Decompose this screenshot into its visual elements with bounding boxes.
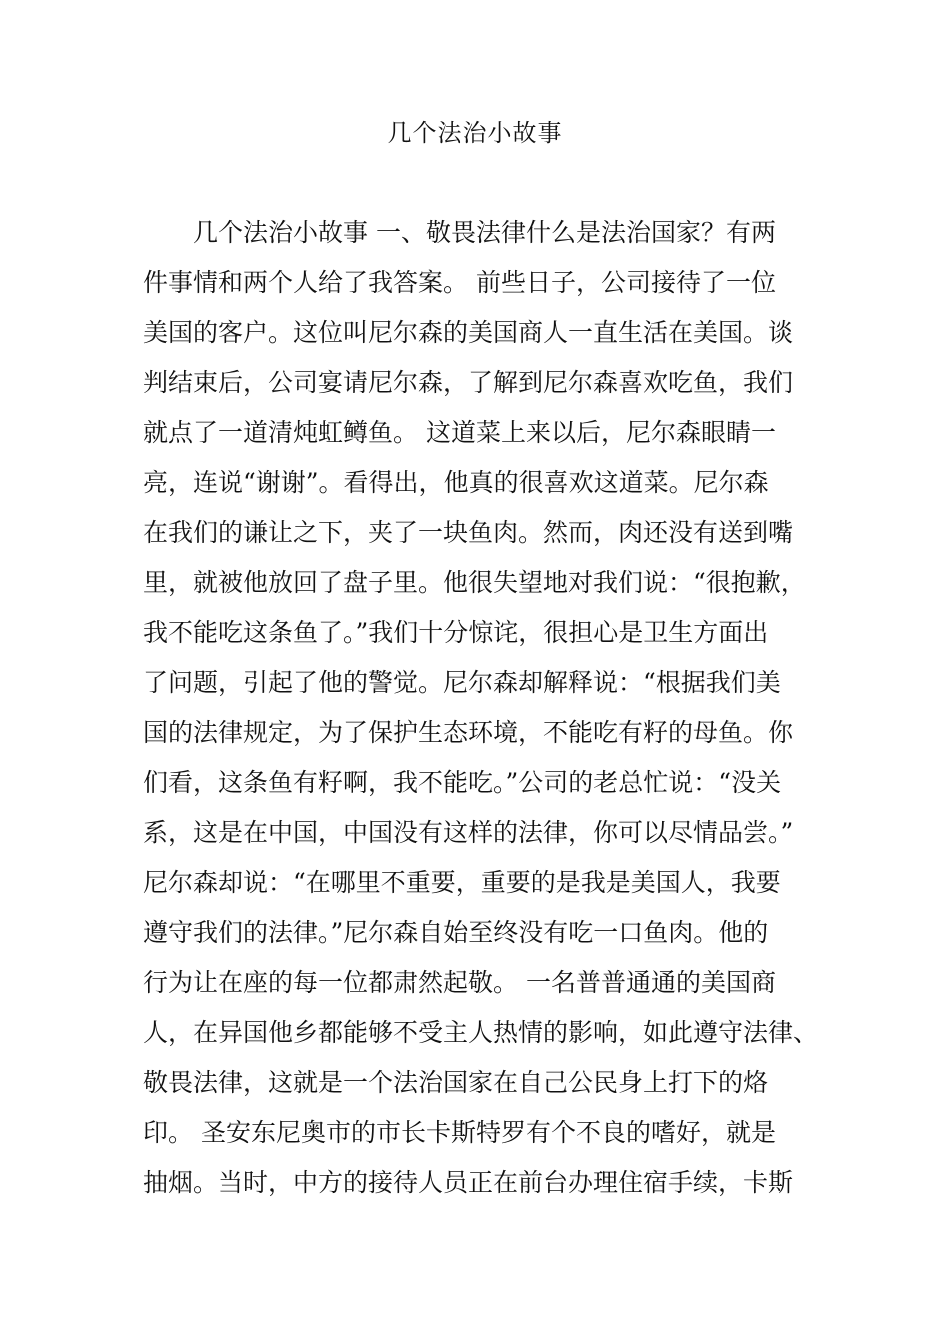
text-line: 件事情和两个人给了我答案。 前些日子，公司接待了一位 xyxy=(143,268,776,297)
text-line: 几个法治小故事 一、敬畏法律什么是法治国家？有两 xyxy=(143,218,776,247)
text-line: 印。 圣安东尼奥市的市长卡斯特罗有个不良的嗜好，就是 xyxy=(143,1118,776,1147)
document-body xyxy=(143,208,823,1208)
text-line: 系，这是在中国，中国没有这样的法律，你可以尽情品尝。” xyxy=(143,818,794,847)
text-line: 行为让在座的每一位都肃然起敬。 一名普普通通的美国商 xyxy=(143,968,776,997)
text-line: 们看，这条鱼有籽啊，我不能吃。”公司的老总忙说：“没关 xyxy=(143,768,782,797)
text-line: 国的法律规定，为了保护生态环境，不能吃有籽的母鱼。你 xyxy=(143,718,794,747)
text-line: 了问题，引起了他的警觉。尼尔森却解释说：“根据我们美 xyxy=(143,668,781,697)
text-line: 敬畏法律，这就是一个法治国家在自己公民身上打下的烙 xyxy=(143,1068,769,1097)
text-line: 就点了一道清炖虹鳟鱼。 这道菜上来以后，尼尔森眼睛一 xyxy=(143,418,776,447)
text-line: 亮，连说“谢谢”。看得出，他真的很喜欢这道菜。尼尔森 xyxy=(143,468,769,497)
text-line: 美国的客户。这位叫尼尔森的美国商人一直生活在美国。谈 xyxy=(143,318,794,347)
text-line: 判结束后，公司宴请尼尔森，了解到尼尔森喜欢吃鱼，我们 xyxy=(143,368,794,397)
text-line: 遵守我们的法律。”尼尔森自始至终没有吃一口鱼肉。他的 xyxy=(143,918,769,947)
text-line: 尼尔森却说：“在哪里不重要，重要的是我是美国人，我要 xyxy=(143,868,781,897)
text-line: 里，就被他放回了盘子里。他很失望地对我们说：“很抱歉， xyxy=(143,568,806,597)
text-line: 我不能吃这条鱼了。”我们十分惊诧，很担心是卫生方面出 xyxy=(143,618,769,647)
text-line: 在我们的谦让之下，夹了一块鱼肉。然而，肉还没有送到嘴 xyxy=(143,518,794,547)
text-line: 人，在异国他乡都能够不受主人热情的影响，如此遵守法律、 xyxy=(143,1018,819,1047)
text-line: 抽烟。当时，中方的接待人员正在前台办理住宿手续，卡斯 xyxy=(143,1168,794,1197)
document-title: 几个法治小故事 xyxy=(387,119,563,147)
